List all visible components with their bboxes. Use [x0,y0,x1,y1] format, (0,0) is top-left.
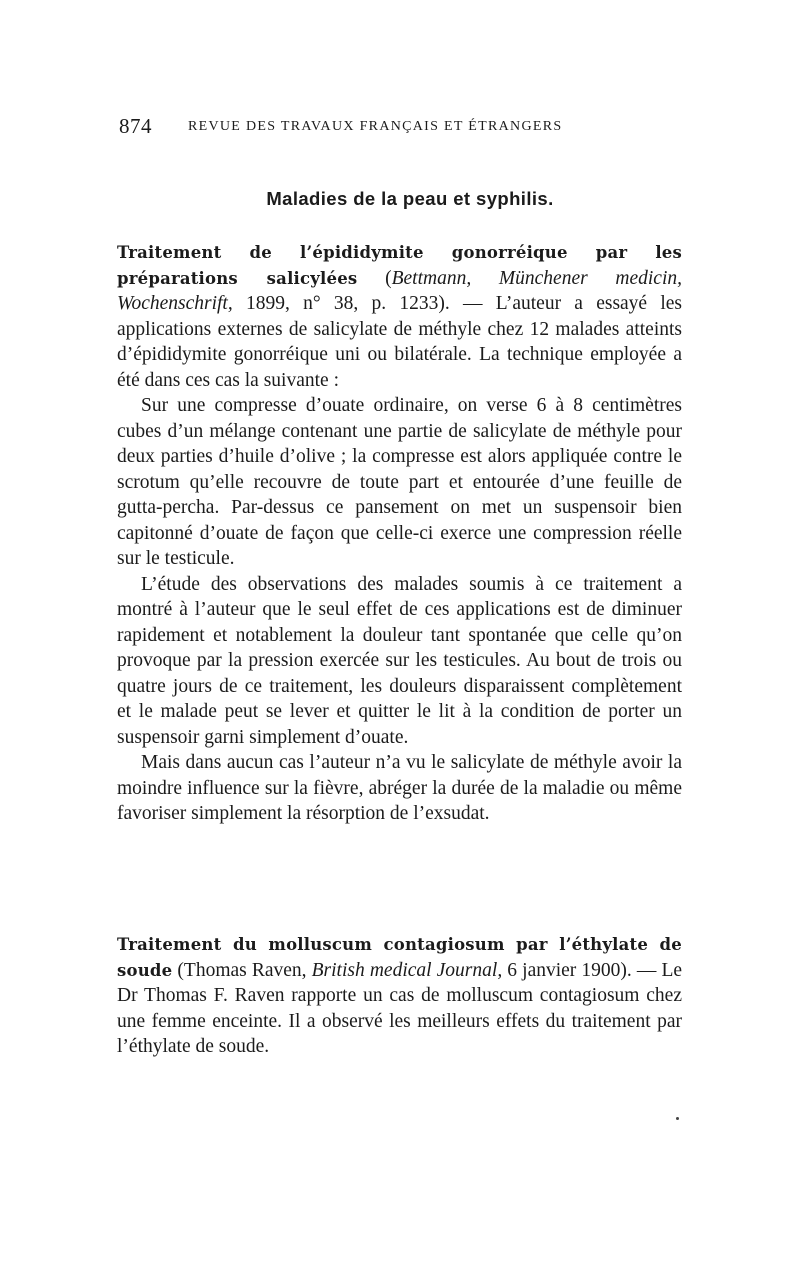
body-paragraph: Mais dans aucun cas l’auteur n’a vu le salicylate de méthyle avoir la moindre influence sur la fièvre, abréger la durée de la maladie ou même favoriser simplement la résorption de l’exsudat. [117,752,682,824]
page-number: 874 [119,114,152,138]
article-headline: Traitement de l’épididymite gonorréique par les préparations salicylées [117,243,682,288]
article-lead-paragraph [117,932,682,1060]
running-head-title: REVUE DES TRAVAUX FRANÇAIS ET ÉTRANGERS [188,119,563,134]
source-open: (Thomas Raven, [172,959,312,981]
lead-text: 6 janvier 1900). — Le Dr Thomas F. Raven rapporte un cas de molluscum contagiosum chez une femme enceinte. Il a observé les meilleurs effets du traitement par l’éthylate de soude. [117,959,683,1057]
lead-text: 1899, n° 38, p. 1233). — L’auteur a essayé les applications externes de salicylate de méthyle chez 12 malades atteints d’épididymite gonorréique uni ou bilatérale. La technique employée a été dans ces cas la suivante : [117,293,682,391]
source-citation: British medical Journal, [311,959,503,981]
section-title: Maladies de la peau et syphilis. [266,188,554,209]
article-headline: Traitement du molluscum contagiosum par l’éthylate de soude [117,935,682,980]
running-head [119,114,685,140]
article-molluscum [117,932,682,1060]
article-lead-paragraph [117,240,682,393]
body-paragraph: Sur une compresse d’ouate ordinaire, on verse 6 à 8 centimètres cubes d’un mélange contenant une partie de salicylate de méthyle pour deux parties d’huile d’olive ; la compresse est alors appliquée contre le scrotum qu’elle recouvre de toute part et entourée d’une feuille de gutta-percha. Par-dessus ce pansement on met un suspensoir bien capitonné d’ouate de façon que celle-ci exerce une compression réelle sur le testicule. [117,395,682,569]
source-open: ( [357,267,392,289]
article-epididymite [117,240,682,827]
body-paragraph: L’étude des observations des malades soumis à ce traitement a montré à l’auteur que le seul effet de ces applications est de diminuer rapidement et notablement la douleur tant spontanée que celle qu’on provoque par la pression exercée sur les testicules. Au bout de trois ou quatre jours de ce traitement, les douleurs disparaissent complètement et le malade peut se lever et quitter le lit à la condition de porter un suspensoir garni simplement d’ouate. [117,573,682,748]
source-citation: Bettmann, Münchener medicin, Wochenschrift, [117,267,682,314]
ink-speck [676,1117,679,1120]
